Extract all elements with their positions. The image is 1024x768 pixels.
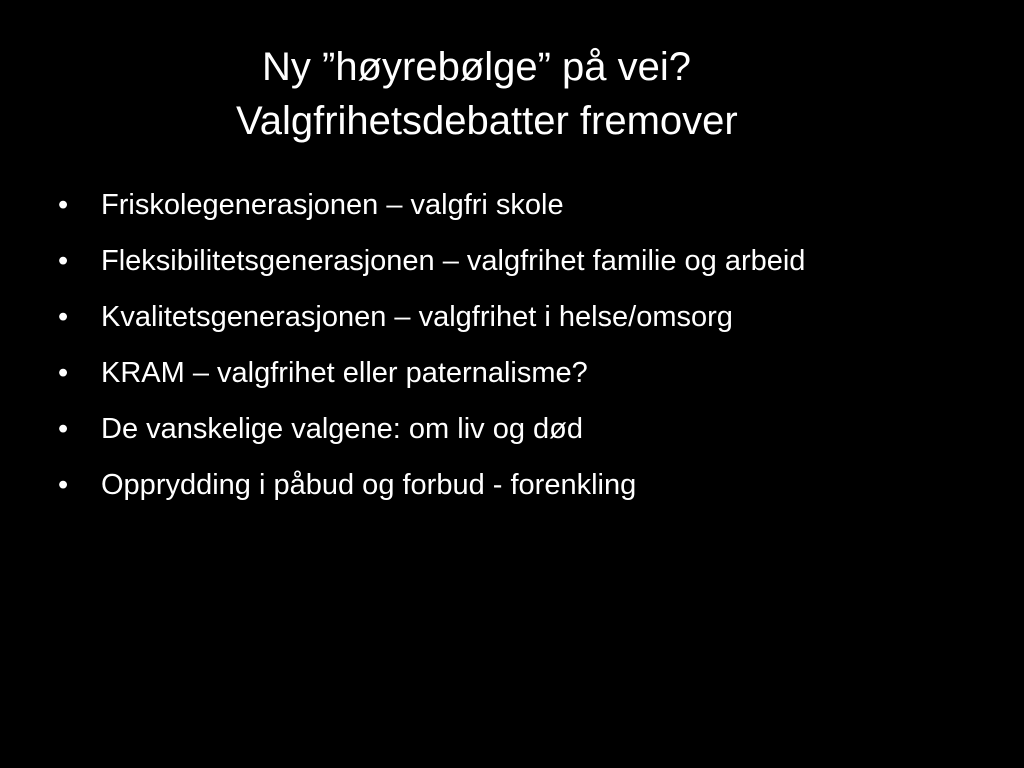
bullet-marker: • [58,301,69,333]
bullet-text: Kvalitetsgenerasjonen – valgfrihet i helse/omsorg [101,301,733,333]
bullet-marker: • [58,357,69,389]
slide-title-line-2: Valgfrihetsdebatter fremover [236,99,738,143]
bullet-marker: • [58,469,69,501]
bullet-item-vanskelige-valg [58,412,958,446]
bullet-item-opprydding [58,468,958,502]
bullet-text: Friskolegenerasjonen – valgfri skole [101,189,564,221]
slide-title-line-1: Ny ”høyrebølge” på vei? [262,45,692,89]
bullet-text: KRAM – valgfrihet eller paternalisme? [101,357,588,389]
bullet-item-friskole [58,188,958,222]
bullet-item-kvalitet [58,300,958,334]
bullet-text: De vanskelige valgene: om liv og død [101,413,583,445]
bullet-text: Fleksibilitetsgenerasjonen – valgfrihet familie og arbeid [101,245,806,277]
bullet-list [58,188,958,524]
bullet-text: Opprydding i påbud og forbud - forenkling [101,469,637,501]
bullet-marker: • [58,245,69,277]
bullet-item-kram [58,356,958,390]
bullet-marker: • [58,413,69,445]
slide-title [0,40,1024,148]
bullet-item-fleksibilitet [58,244,958,278]
bullet-marker: • [58,189,69,221]
